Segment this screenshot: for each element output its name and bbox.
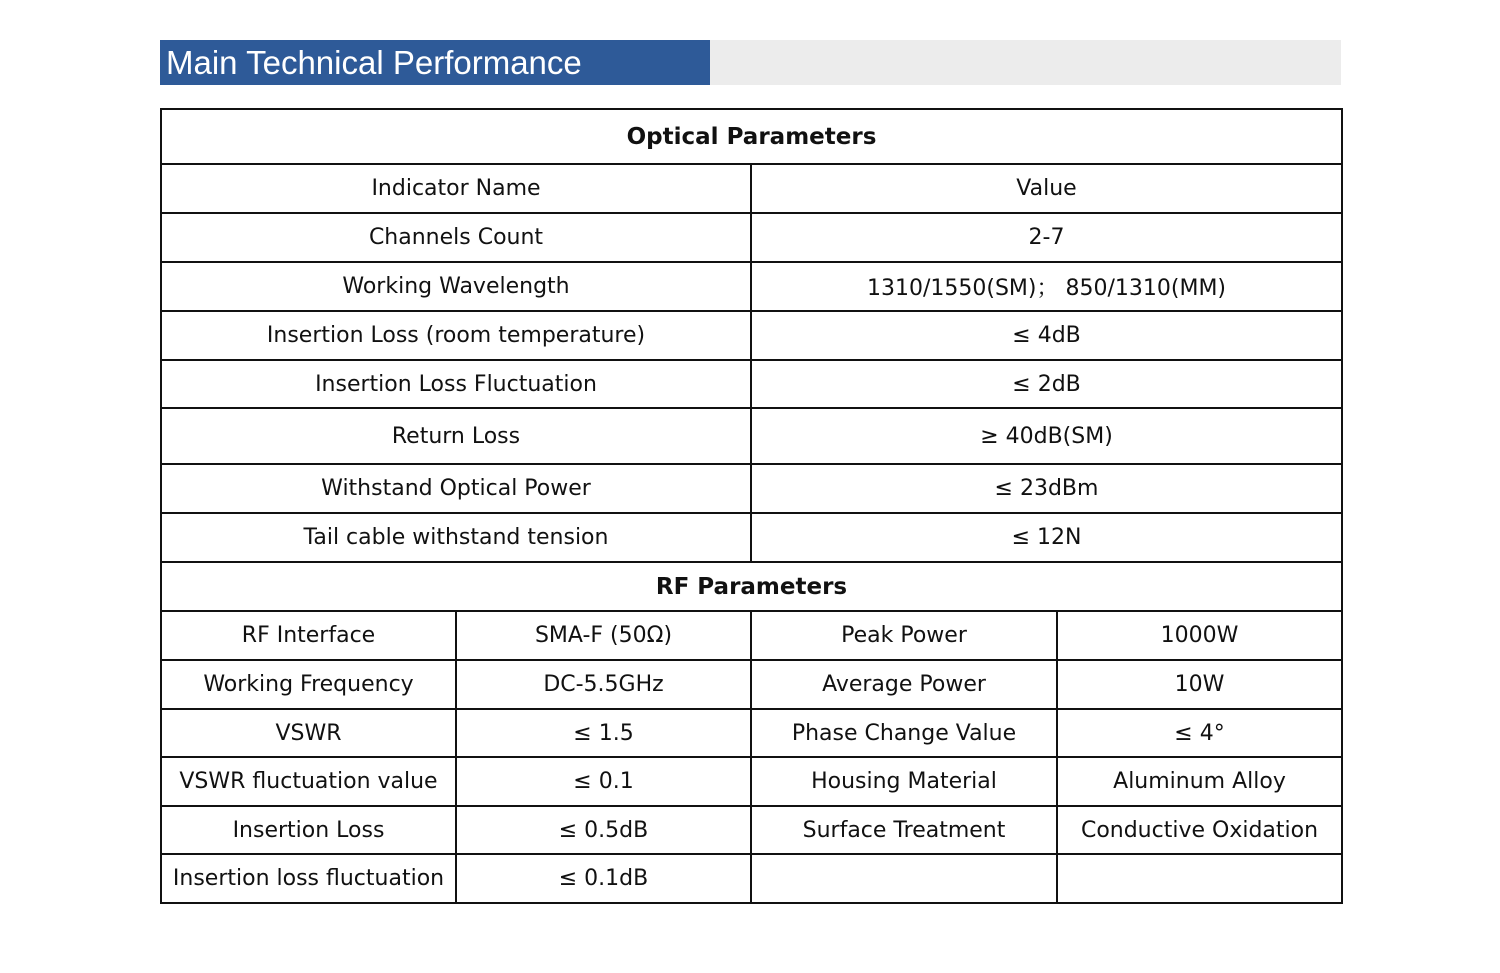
section-title: Main Technical Performance — [160, 40, 710, 85]
technical-performance-table — [160, 108, 1343, 904]
table-row — [161, 757, 1342, 806]
rf-value-cell: 1000W — [1057, 611, 1342, 660]
indicator-name-cell: Return Loss — [161, 408, 751, 464]
column-header-value: Value — [751, 164, 1342, 213]
rf-value-cell: ≤ 0.1dB — [456, 854, 751, 903]
column-header-indicator-name: Indicator Name — [161, 164, 751, 213]
rf-name-cell: VSWR — [161, 709, 456, 757]
indicator-name-cell: Insertion Loss Fluctuation — [161, 360, 751, 408]
table-row — [161, 464, 1342, 513]
indicator-name-cell: Withstand Optical Power — [161, 464, 751, 513]
rf-value-cell: Aluminum Alloy — [1057, 757, 1342, 806]
indicator-value-cell: 1310/1550(SM)； 850/1310(MM) — [751, 262, 1342, 311]
section-header-bar — [160, 40, 1341, 85]
rf-name-cell: Phase Change Value — [751, 709, 1057, 757]
indicator-value-cell: ≤ 2dB — [751, 360, 1342, 408]
rf-name-cell — [751, 854, 1057, 903]
indicator-name-cell: Insertion Loss (room temperature) — [161, 311, 751, 360]
table-row — [161, 513, 1342, 562]
rf-section-title: RF Parameters — [161, 562, 1342, 611]
rf-name-cell: Average Power — [751, 660, 1057, 709]
indicator-value-cell: 2-7 — [751, 213, 1342, 262]
optical-section-row — [161, 109, 1342, 164]
indicator-name-cell: Working Wavelength — [161, 262, 751, 311]
indicator-name-cell: Tail cable withstand tension — [161, 513, 751, 562]
rf-value-cell: SMA-F (50Ω) — [456, 611, 751, 660]
rf-name-cell: VSWR fluctuation value — [161, 757, 456, 806]
table-row — [161, 213, 1342, 262]
table-row — [161, 660, 1342, 709]
optical-section-title: Optical Parameters — [161, 109, 1342, 164]
table-row — [161, 709, 1342, 757]
rf-value-cell: Conductive Oxidation — [1057, 806, 1342, 854]
rf-value-cell: DC-5.5GHz — [456, 660, 751, 709]
table-row — [161, 408, 1342, 464]
rf-name-cell: Peak Power — [751, 611, 1057, 660]
rf-name-cell: Surface Treatment — [751, 806, 1057, 854]
table-row — [161, 262, 1342, 311]
indicator-value-cell: ≤ 4dB — [751, 311, 1342, 360]
table-row — [161, 611, 1342, 660]
table-row — [161, 360, 1342, 408]
rf-section-row — [161, 562, 1342, 611]
rf-name-cell: Working Frequency — [161, 660, 456, 709]
rf-name-cell: RF Interface — [161, 611, 456, 660]
optical-header-row — [161, 164, 1342, 213]
indicator-name-cell: Channels Count — [161, 213, 751, 262]
rf-value-cell: ≤ 4° — [1057, 709, 1342, 757]
rf-name-cell: Insertion Loss — [161, 806, 456, 854]
rf-value-cell: 10W — [1057, 660, 1342, 709]
table-row — [161, 806, 1342, 854]
table-row — [161, 854, 1342, 903]
indicator-value-cell: ≥ 40dB(SM) — [751, 408, 1342, 464]
rf-value-cell: ≤ 0.5dB — [456, 806, 751, 854]
rf-value-cell: ≤ 0.1 — [456, 757, 751, 806]
rf-value-cell: ≤ 1.5 — [456, 709, 751, 757]
table-row — [161, 311, 1342, 360]
indicator-value-cell: ≤ 23dBm — [751, 464, 1342, 513]
rf-name-cell: Housing Material — [751, 757, 1057, 806]
indicator-value-cell: ≤ 12N — [751, 513, 1342, 562]
rf-name-cell: Insertion loss fluctuation — [161, 854, 456, 903]
rf-value-cell — [1057, 854, 1342, 903]
